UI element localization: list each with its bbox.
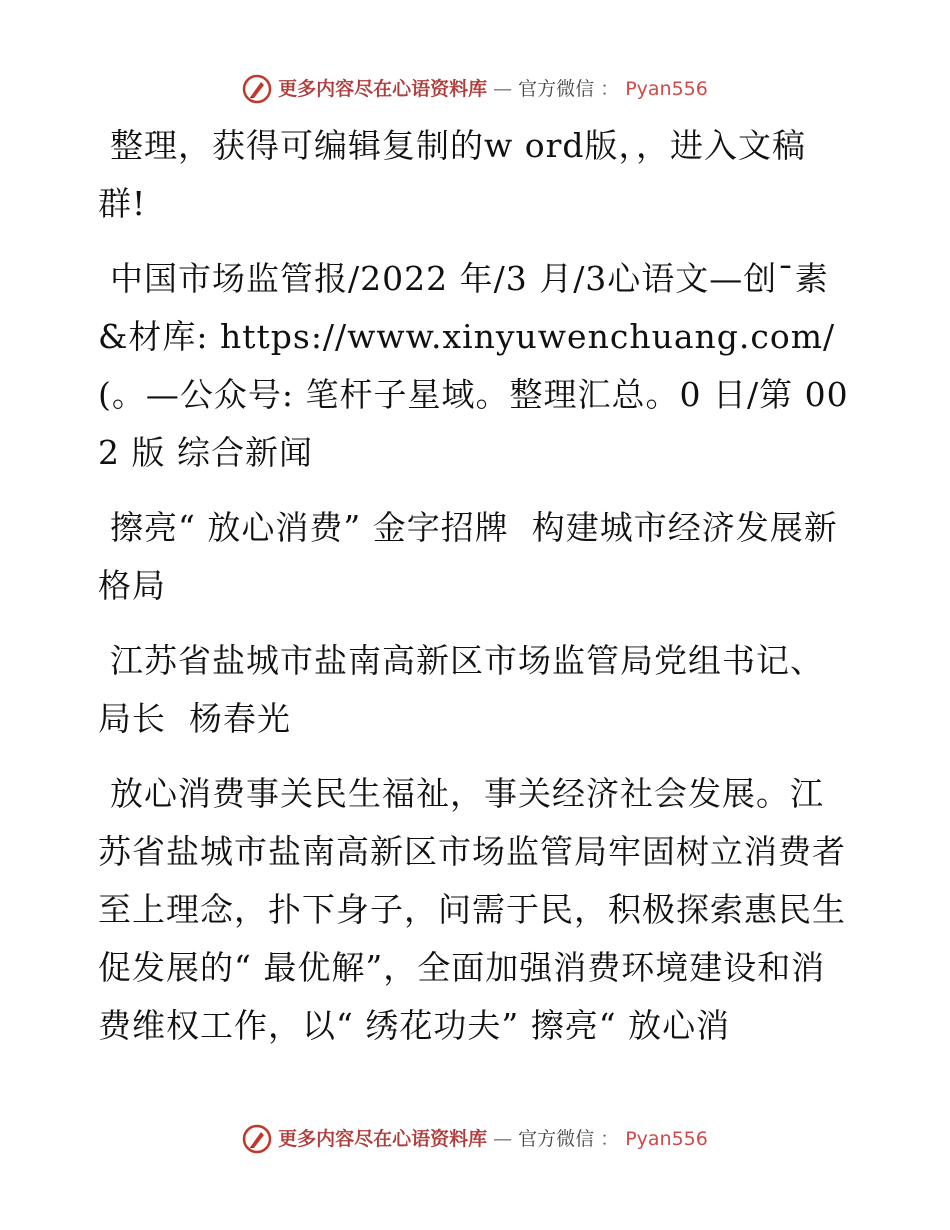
pen-logo-icon (242, 1124, 272, 1154)
paragraph-source: 中国市场监管报/2022 年/3 月/3心语文—创¯素&材库: https://www.xinyuwenchuang.com/ (。—公众号: 笔杆子星域。整理汇总。0 日/第 002 版 综合新闻 (98, 259, 849, 472)
paragraph-body: 放心消费事关民生福祉，事关经济社会发展。江苏省盐城市盐南高新区市场监管局牢固树立消费者至上理念，扑下身子，问需于民，积极探索惠民生促发展的“ 最优解”，全面加强消费环境建设和消费维权工作，以“ 绣花功夫” 擦亮“ 放心消 (98, 774, 846, 1045)
watermark-dash: — (493, 1128, 513, 1150)
watermark-separator: ： (600, 1128, 620, 1150)
article-author: 江苏省盐城市盐南高新区市场监管局党组书记、局长 杨春光 (98, 641, 824, 738)
article-title: 擦亮“ 放心消费” 金字招牌 构建城市经济发展新格局 (98, 508, 838, 605)
watermark-dash: — (493, 78, 513, 100)
watermark-wechat-id: Pyan556 (625, 78, 708, 100)
header-watermark (0, 74, 950, 104)
watermark-wechat-id: Pyan556 (625, 1128, 708, 1150)
footer-watermark (0, 1124, 950, 1154)
watermark-text: 更多内容尽在心语资料库 (278, 1128, 488, 1150)
watermark-official-label: 官方微信 (518, 1128, 595, 1150)
watermark-separator: ： (600, 78, 620, 100)
document-body (98, 117, 853, 1072)
pen-logo-icon (242, 74, 272, 104)
watermark-official-label: 官方微信 (518, 78, 595, 100)
watermark-text: 更多内容尽在心语资料库 (278, 78, 488, 100)
paragraph-intro: 整理，获得可编辑复制的w ord版，，进入文稿群! (98, 126, 807, 223)
